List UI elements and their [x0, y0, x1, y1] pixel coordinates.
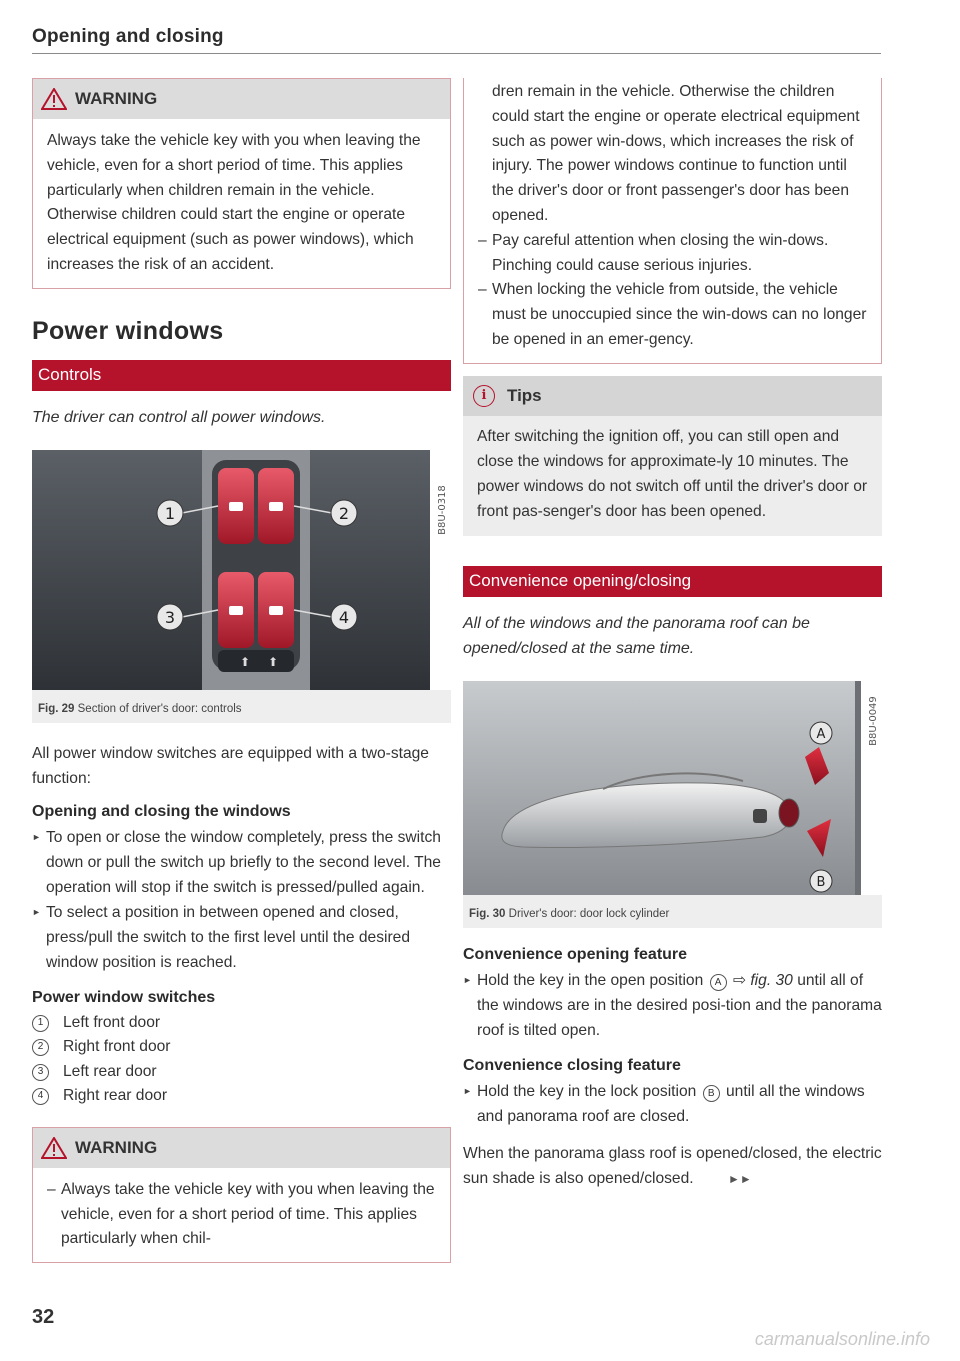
tips-header	[463, 376, 882, 416]
figure-number: Fig. 29	[38, 702, 75, 715]
watermark: carmanualsonline.info	[754, 1329, 930, 1349]
position-badge-b: B	[703, 1085, 720, 1102]
legend-label: Right rear door	[63, 1087, 168, 1105]
warning-header	[33, 1128, 450, 1168]
warning-box-2-continued	[463, 78, 882, 364]
warning-box-2	[32, 1127, 451, 1263]
warning-body	[33, 119, 450, 288]
svg-text:⬆: ⬆	[268, 654, 279, 669]
number-badge: 3	[32, 1064, 49, 1081]
step-text: Hold the key in the open position	[477, 971, 704, 989]
section-title: Power windows	[32, 316, 224, 345]
info-icon: i	[473, 385, 495, 407]
controls-bar: Controls	[32, 360, 451, 391]
figure-30-caption	[463, 903, 882, 928]
warning-label: WARNING	[75, 89, 158, 108]
figure-29	[32, 450, 451, 723]
door-handle-illustration	[463, 681, 882, 903]
figure-reference: ⇨ fig. 30	[732, 971, 793, 989]
open-close-steps	[32, 825, 451, 975]
warning-dash-list	[492, 229, 867, 353]
callout-3: 3	[164, 607, 176, 627]
legend-label: Left front door	[63, 1013, 161, 1031]
legend-item	[32, 1060, 451, 1085]
warning-continued-text: dren remain in the vehicle. Otherwise the children could start the engine or operate electrical equipment such as power win-dows, which increases the risk of injury. The power windows continue to function until the driver's door or front passenger's door has been opened.	[492, 83, 860, 224]
paragraph-text: When the panorama glass roof is opened/closed, the electric sun shade is also opened/closed.	[463, 1144, 882, 1187]
position-badge-a: A	[710, 974, 727, 991]
right-column	[463, 78, 882, 1192]
callout-b: B	[816, 874, 826, 890]
sun-shade-paragraph	[463, 1141, 882, 1192]
step-text: Hold the key in the lock position	[477, 1082, 697, 1100]
tips-text: After switching the ignition off, you can still open and close the windows for approximate-ly 10 minutes. The power windows do not switch off until the driver's door or front pas-senger's door has been opened.	[477, 427, 868, 520]
two-stage-paragraph: All power window switches are equipped with a two-stage function:	[32, 744, 429, 787]
number-badge: 4	[32, 1088, 49, 1105]
figure-30	[463, 681, 882, 928]
subheading-convenience-closing: Convenience closing feature	[463, 1056, 681, 1074]
warning-dash-item: – Pay careful attention when closing the win-dows. Pinching could cause serious injuries.	[478, 229, 867, 279]
controls-intro: The driver can control all power windows.	[32, 408, 326, 426]
convenience-opening-steps	[463, 968, 882, 1043]
legend-label: Right front door	[63, 1038, 171, 1056]
warning-triangle-icon	[41, 88, 67, 110]
number-badge: 1	[32, 1015, 49, 1032]
number-badge: 2	[32, 1039, 49, 1056]
callout-4: 4	[338, 607, 350, 627]
step-item	[463, 1079, 882, 1129]
warning-box-1	[32, 78, 451, 289]
step-text: until all the windows and panorama roof are closed.	[477, 1082, 865, 1125]
left-column	[32, 78, 451, 1263]
subheading-opening-closing: Opening and closing the windows	[32, 802, 291, 820]
tips-label: Tips	[507, 385, 542, 405]
warning-body	[464, 78, 881, 363]
step-text: until all of the windows are in the desired posi-tion and the panorama roof is tilted open.	[477, 971, 882, 1039]
callout-1: 1	[164, 503, 176, 523]
subheading-convenience-opening: Convenience opening feature	[463, 945, 688, 963]
warning-dash-list	[47, 1178, 436, 1252]
legend-item	[32, 1084, 451, 1109]
figure-number: Fig. 30	[469, 907, 506, 920]
warning-dash-item: – Always take the vehicle key with you when leaving the vehicle, even for a short period of time. This applies particularly when chil-	[47, 1178, 436, 1252]
callout-2: 2	[338, 503, 350, 523]
warning-body	[33, 1168, 450, 1262]
tips-box	[463, 376, 882, 536]
window-switches-illustration	[32, 450, 451, 698]
figure-29-caption	[32, 698, 451, 723]
figure-caption-text: Driver's door: door lock cylinder	[508, 907, 670, 920]
step-item: ► To select a position in between opened and closed, press/pull the switch to the first level until the desired window position is reached.	[32, 900, 451, 975]
figure-code: B8U-0318	[437, 484, 448, 535]
warning-dash-item: – When locking the vehicle from outside, the vehicle must be unoccupied since the win-dows can no longer be opened in an emer-gency.	[478, 278, 867, 352]
switch-legend	[32, 1011, 451, 1109]
warning-triangle-icon	[41, 1137, 67, 1159]
svg-text:⬆: ⬆	[240, 654, 251, 669]
page-number: 32	[32, 1306, 55, 1328]
convenience-closing-steps	[463, 1079, 882, 1129]
step-item: ► To open or close the window completely, press the switch down or pull the switch up briefly to the second level. The operation will stop if the switch is pressed/pulled again.	[32, 825, 451, 900]
figure-code: B8U-0049	[868, 695, 879, 746]
page-header-title: Opening and closing	[32, 26, 224, 47]
figure-caption-text: Section of driver's door: controls	[77, 702, 242, 715]
warning-label: WARNING	[75, 1137, 158, 1157]
warning-text: Always take the vehicle key with you when leaving the vehicle, even for a short period of time. This applies particularly when children remain in the vehicle. Otherwise children could start the engine or operate electrical equipment (such as power windows), which increases the risk of an accident.	[47, 132, 421, 273]
callout-a: A	[816, 726, 826, 742]
convenience-intro: All of the windows and the panorama roof can be opened/closed at the same time.	[463, 614, 810, 657]
legend-item	[32, 1035, 451, 1060]
warning-header	[33, 79, 450, 119]
continue-icon: ►►	[727, 1171, 752, 1186]
header-rule	[32, 53, 881, 54]
step-item	[463, 968, 882, 1043]
legend-label: Left rear door	[63, 1062, 157, 1080]
convenience-bar: Convenience opening/closing	[463, 566, 882, 597]
legend-item	[32, 1011, 451, 1036]
subheading-switches: Power window switches	[32, 988, 216, 1006]
